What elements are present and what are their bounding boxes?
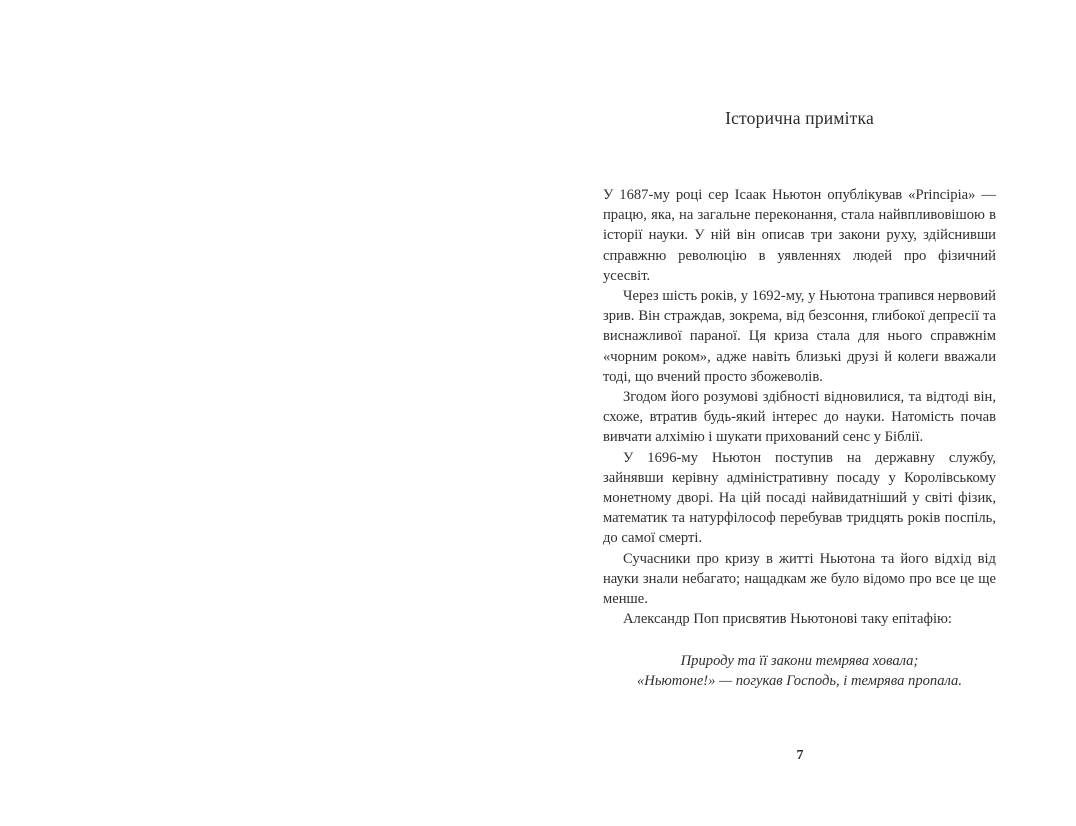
- paragraph-1: У 1687-му році сер Ісаак Ньютон опублікував «Principia» — працю, яка, на загальне переконання, стала найвпливовішою в історії науки. У ній він описав три закони руху, здійснивши справжню революцію в уявленнях людей про фізичний усесвіт.: [603, 187, 996, 284]
- paragraph-5: Сучасники про кризу в житті Ньютона та його відхід від науки знали небагато; нащадкам же було відомо про все це ще менше.: [603, 550, 996, 608]
- paragraph-6: Александр Поп присвятив Ньютонові таку епітафію:: [623, 611, 952, 628]
- epitaph-verse: [603, 651, 996, 691]
- epitaph-line-2: «Ньютоне!» — погукав Господь, і темрява пропала.: [636, 673, 962, 689]
- body-text: [603, 185, 996, 629]
- chapter-heading: Історична примітка: [725, 108, 874, 128]
- paragraph-4: У 1696-му Ньютон поступив на державну службу, зайнявши керівну адміністративну посаду у Королівському монетному дворі. На цій посаді найвидатніший у світі фізик, математик та натурфілософ перебував тридцять років поспіль, до самої смерті.: [603, 449, 996, 547]
- paragraph-2: Через шість років, у 1692-му, у Ньютона трапився нервовий зрив. Він страждав, зокрема, від безсоння, глибокої депресії та виснажливої параної. Ця криза стала для нього справжнім «чорним роком», адже навіть близькі друзі й колеги вважали тоді, що вчений просто збожеволів.: [603, 288, 996, 385]
- epitaph-line-1: Природу та її закони темрява ховала;: [680, 653, 919, 669]
- paragraph-3: Згодом його розумові здібності відновилися, та відтоді він, схоже, втратив будь-який інтерес до науки. Натомість почав вивчати алхімію і шукати прихований сенс у Біблії.: [603, 389, 996, 446]
- page-number: 7: [796, 748, 804, 763]
